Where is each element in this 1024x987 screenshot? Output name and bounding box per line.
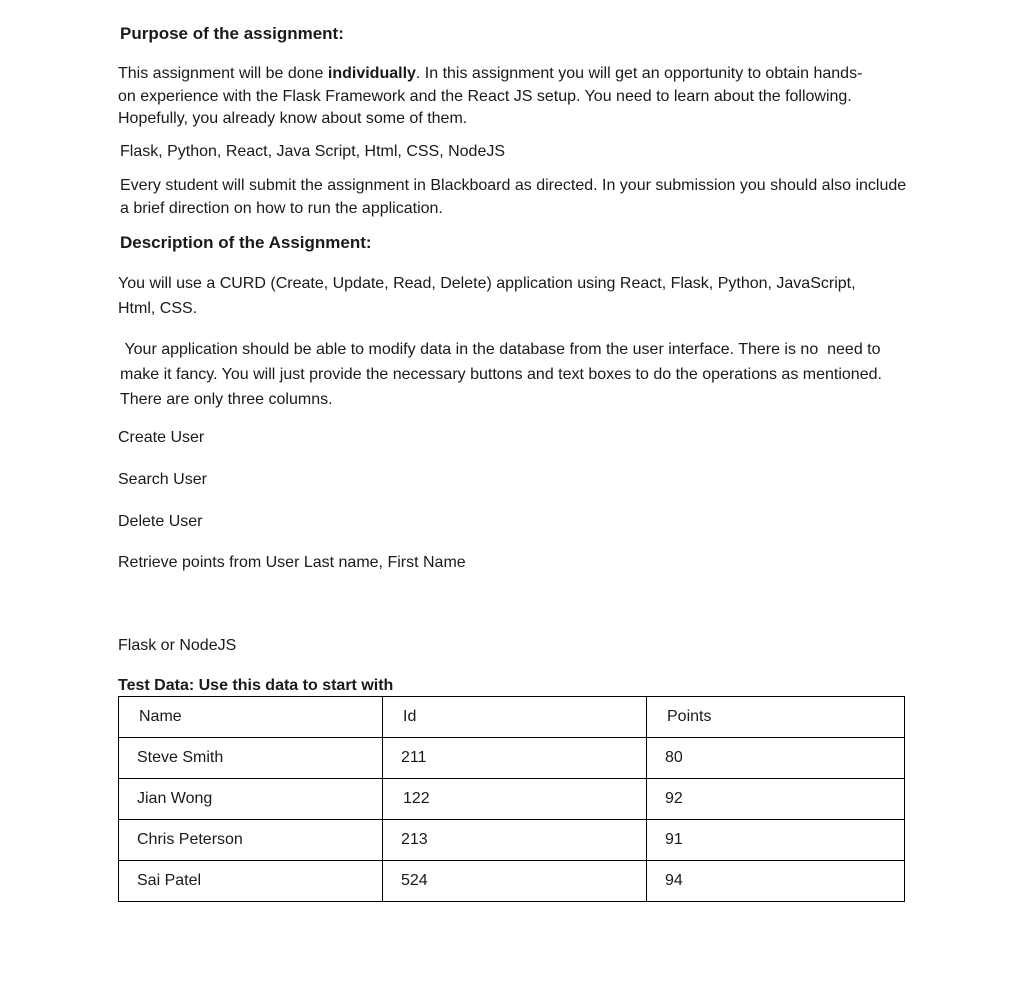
table-header-row	[119, 697, 905, 738]
cell-id: 122	[383, 779, 647, 820]
table-row	[119, 861, 905, 902]
description-para-2: Your application should be able to modify data in the database from the user interface. There is no need to make it fancy. You will just provide the necessary buttons and text boxes to do the operations as mentioned. There are only three columns.	[120, 341, 887, 408]
operation-delete-user: Delete User	[118, 513, 203, 530]
table-row	[119, 820, 905, 861]
operation-create-user: Create User	[118, 429, 205, 446]
cell-id: 211	[383, 738, 647, 779]
emphasis-individually: individually	[327, 65, 416, 82]
operation-retrieve-points: Retrieve points from User Last name, First Name	[118, 554, 466, 571]
operation-search-user: Search User	[118, 471, 207, 488]
cell-id: 213	[383, 820, 647, 861]
purpose-intro: This assignment will be done individually. In this assignment you will get an opportunity to obtain hands-on experience with the Flask Framework and the React JS setup. You need to learn about the following. Hopefully, you already know about some of them.	[118, 65, 863, 127]
table-row	[119, 779, 905, 820]
header-id: Id	[383, 697, 647, 738]
cell-name: Steve Smith	[119, 738, 383, 779]
description-para-1: You will use a CURD (Create, Update, Read, Delete) application using React, Flask, Python, JavaScript, Html, CSS.	[118, 275, 856, 317]
cell-points: 92	[647, 779, 905, 820]
cell-name: Sai Patel	[119, 861, 383, 902]
purpose-heading: Purpose of the assignment:	[120, 24, 344, 43]
cell-points: 94	[647, 861, 905, 902]
cell-points: 80	[647, 738, 905, 779]
cell-name: Chris Peterson	[119, 820, 383, 861]
table-row	[119, 738, 905, 779]
test-data-table	[118, 696, 905, 902]
cell-name: Jian Wong	[119, 779, 383, 820]
description-heading: Description of the Assignment:	[120, 233, 372, 252]
cell-id: 524	[383, 861, 647, 902]
backend-choice: Flask or NodeJS	[118, 637, 237, 654]
submission-text: Every student will submit the assignment in Blackboard as directed. In your submission you should also include a brief direction on how to run the application.	[120, 177, 907, 217]
tech-list: Flask, Python, React, Java Script, Html, CSS, NodeJS	[120, 143, 506, 160]
cell-points: 91	[647, 820, 905, 861]
header-points: Points	[647, 697, 905, 738]
header-name: Name	[119, 697, 383, 738]
test-data-heading: Test Data: Use this data to start with	[118, 677, 394, 694]
